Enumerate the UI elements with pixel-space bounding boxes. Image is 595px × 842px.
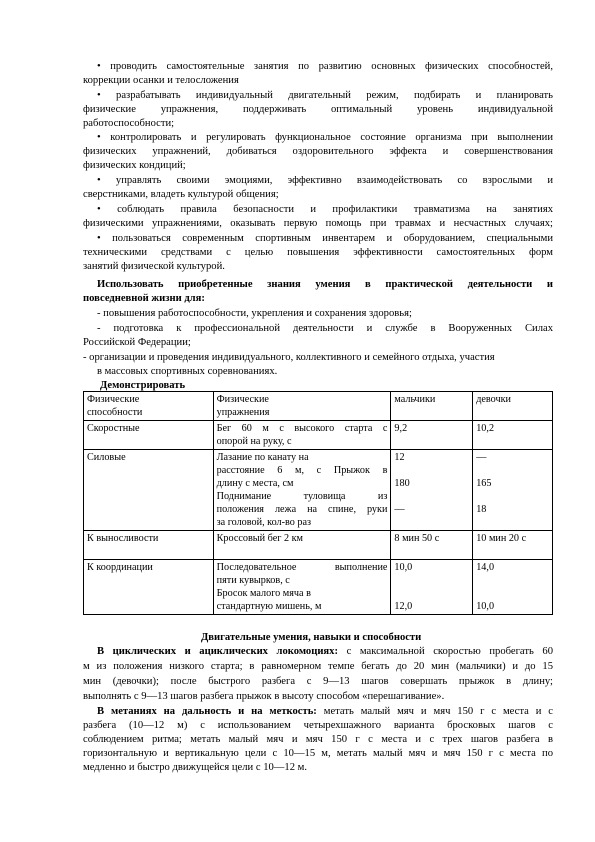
- header-cell: Физические способности: [84, 392, 214, 421]
- exercise-cell: Последовательное выполнение пяти кувырков, с Бросок малого мяча в стандартную мишень, м: [213, 560, 391, 615]
- boys-cell: 12 180 —: [391, 450, 473, 531]
- bullet-1-line-2: коррекции осанки и телосложения: [83, 75, 239, 86]
- use-heading-line-1: Использовать приобретенные знания умения в практической деятельности и: [97, 279, 553, 290]
- bullet-2-line-1: • разрабатывать индивидуальный двигательный режим, подбирать и планировать: [97, 90, 553, 101]
- throwing-lead: В метаниях на дальность и на меткость:: [97, 706, 317, 717]
- throwing-line-5: медленно и быстро движущейся цели с 10—12 м.: [83, 762, 307, 773]
- header-cell: мальчики: [391, 392, 473, 421]
- bullet-5-line-1: • соблюдать правила безопасности и профилактики травматизма на занятиях: [97, 204, 553, 215]
- bullet-2-line-3: работоспособности;: [83, 118, 175, 129]
- throwing-line-4: горизонтальную и вертикальную цели с 10—15 м, метать малый мяч и мяч 150 г с места по: [83, 748, 553, 759]
- girls-cell: 14,0 10,0: [473, 560, 553, 615]
- cyclic-line-1: [97, 645, 553, 659]
- boys-cell: 8 мин 50 с: [391, 531, 473, 560]
- use-item-2-line-2: Российской Федерации;: [83, 337, 191, 348]
- bullet-5-line-2: физическими упражнениями, оказывать первую помощь при травмах и несчастных случаях;: [83, 218, 553, 229]
- throwing-line-1: [97, 705, 553, 719]
- ability-cell: К координации: [84, 560, 214, 615]
- results-table: [83, 391, 553, 615]
- bullet-1-line-1: • проводить самостоятельные занятия по развитию основных физических способностей,: [97, 61, 553, 72]
- bullet-4-line-2: сверстниками, владеть культурой общения;: [83, 189, 279, 200]
- girls-cell: 10 мин 20 с: [473, 531, 553, 560]
- table-row: [84, 450, 553, 531]
- table-row: [84, 421, 553, 450]
- table-header-row: [84, 392, 553, 421]
- ability-cell: К выносливости: [84, 531, 214, 560]
- bullet-6-line-1: • пользоваться современным спортивным инвентарем и оборудованием, специальными: [97, 233, 553, 244]
- boys-cell: 9,2: [391, 421, 473, 450]
- cyclic-lead: В циклических и ациклических локомоциях:: [97, 646, 338, 657]
- use-item-3-line-1: - организации и проведения индивидуального, коллективного и семейного отдыха, участия: [83, 352, 495, 363]
- ability-cell: Скоростные: [84, 421, 214, 450]
- demo-heading: Демонстрировать: [100, 380, 186, 391]
- throwing-text: метать малый мяч и мяч 150 г с места и с: [316, 706, 553, 717]
- ability-cell: Силовые: [84, 450, 214, 531]
- cyclic-text: с максимальной скоростью пробегать 60: [338, 646, 553, 657]
- exercise-cell: Лазание по канату на расстояние 6 м, с Прыжок в длину с места, см Поднимание туловища из положения лежа на спине, руки за головой, кол-во раз: [213, 450, 391, 531]
- exercise-cell: Бег 60 м с высокого старта с опорой на руку, с: [213, 421, 391, 450]
- header-cell: девочки: [473, 392, 553, 421]
- use-item-3-line-2: в массовых спортивных соревнованиях.: [97, 366, 278, 377]
- throwing-line-2: разбега (10—12 м) с использованием четырехшажного варианта бросковых шагов с: [83, 720, 553, 731]
- table-row: [84, 560, 553, 615]
- bullet-3-line-1: • контролировать и регулировать функциональное состояние организма при выполнении: [97, 132, 553, 143]
- use-item-1: - повышения работоспособности, укрепления и сохранения здоровья;: [97, 308, 412, 319]
- bullet-2-line-2: физические упражнения, поддерживать оптимальный уровень индивидуальной: [83, 104, 553, 115]
- bullet-3-line-3: физических кондиций;: [83, 160, 186, 171]
- exercise-cell: Кроссовый бег 2 км: [213, 531, 391, 560]
- cyclic-line-4: выполнять с 9—13 шагов разбега прыжок в высоту способом «перешагивание».: [83, 691, 445, 702]
- cyclic-line-3: мин (девочки); после быстрого разбега с 9—13 шагов совершать прыжок в длину;: [83, 676, 553, 687]
- girls-cell: — 165 18: [473, 450, 553, 531]
- boys-cell: 10,0 12,0: [391, 560, 473, 615]
- use-heading-line-2: повседневной жизни для:: [83, 293, 205, 304]
- cyclic-line-2: м из положения низкого старта; в равномерном темпе бегать до 20 мин (мальчики) и до 15: [83, 661, 553, 672]
- header-cell: Физические упражнения: [213, 392, 391, 421]
- skills-heading: Двигательные умения, навыки и способности: [201, 632, 422, 643]
- table-row: [84, 531, 553, 560]
- throwing-line-3: соблюдением ритма; метать малый мяч и мяч 150 г с места и с трех шагов разбега в: [83, 734, 553, 745]
- bullet-4-line-1: • управлять своими эмоциями, эффективно взаимодействовать со взрослыми и: [97, 175, 553, 186]
- girls-cell: 10,2: [473, 421, 553, 450]
- use-item-2-line-1: - подготовка к профессиональной деятельности и службе в Вооруженных Силах: [97, 323, 553, 334]
- bullet-3-line-2: физических упражнений, добиваться оздоровительного эффекта и совершенствования: [83, 146, 553, 157]
- bullet-6-line-2: техническими средствами с целью повышения эффективности самостоятельных форм: [83, 247, 553, 258]
- bullet-6-line-3: занятий физической культурой.: [83, 261, 225, 272]
